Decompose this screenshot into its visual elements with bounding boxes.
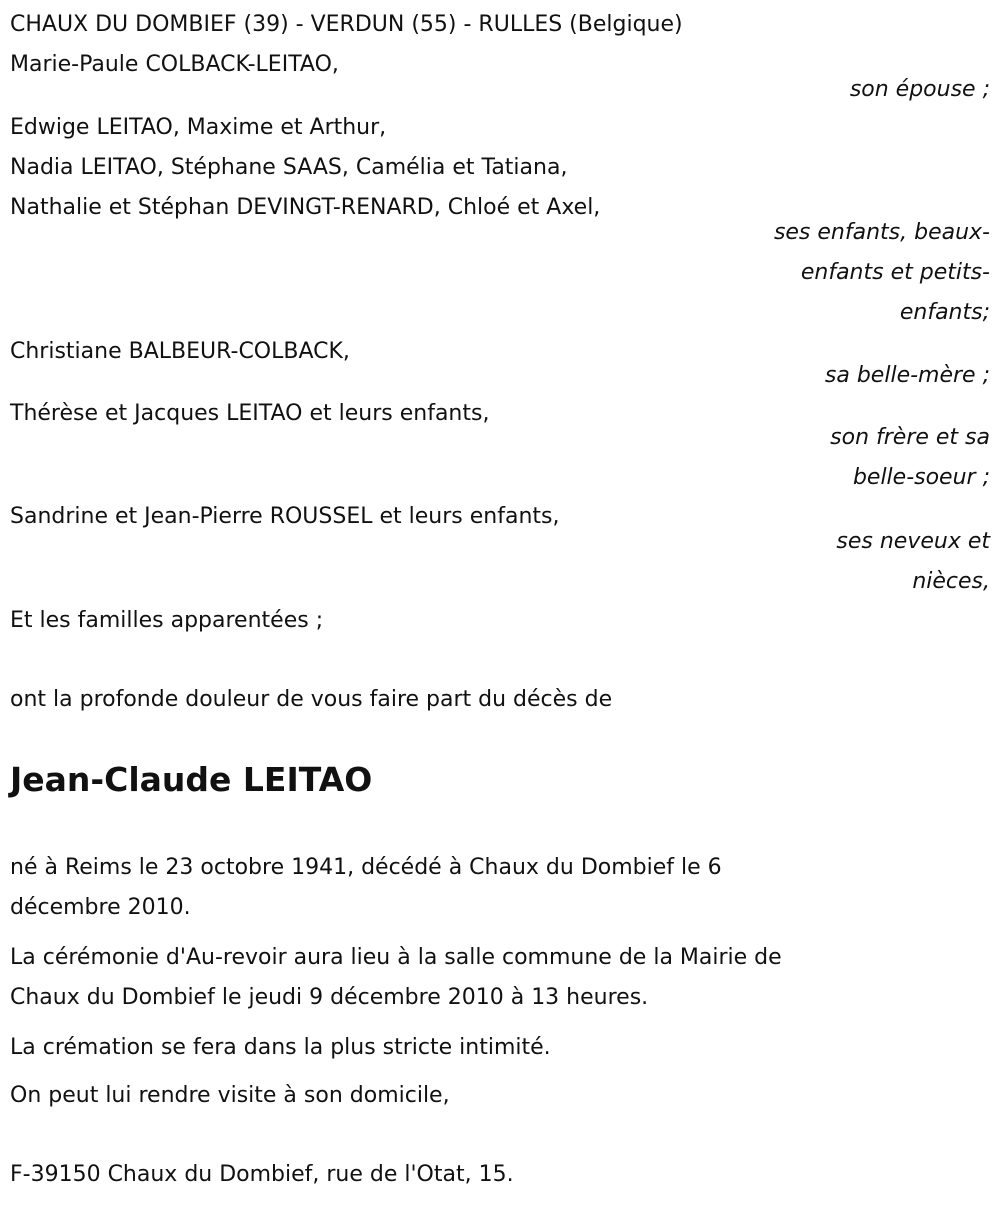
body-line: Chaux du Dombief le jeudi 9 décembre 2010 à 13 heures. (10, 985, 649, 1010)
family-relation: son frère et sa (830, 425, 990, 450)
address: F-39150 Chaux du Dombief, rue de l'Otat, 15. (10, 1162, 514, 1187)
families-line: Et les familles apparentées ; (10, 608, 324, 633)
header-locations: CHAUX DU DOMBIEF (39) - VERDUN (55) - RULLES (Belgique) (10, 12, 683, 37)
family-name: Nadia LEITAO, Stéphane SAAS, Camélia et Tatiana, (10, 155, 568, 180)
family-relation: enfants; (899, 300, 990, 325)
body-line: La crémation se fera dans la plus stricte intimité. (10, 1035, 551, 1060)
family-relation: ses enfants, beaux- (773, 220, 990, 245)
family-name: Sandrine et Jean-Pierre ROUSSEL et leurs enfants, (10, 504, 560, 529)
body-line: La cérémonie d'Au-revoir aura lieu à la salle commune de la Mairie de (10, 945, 782, 970)
family-name: Edwige LEITAO, Maxime et Arthur, (10, 115, 387, 140)
family-name: Nathalie et Stéphan DEVINGT-RENARD, Chloé et Axel, (10, 195, 601, 220)
announcement: ont la profonde douleur de vous faire part du décès de (10, 687, 613, 712)
deceased-name: Jean-Claude LEITAO (10, 760, 373, 799)
body-line: décembre 2010. (10, 895, 191, 920)
family-name: Marie-Paule COLBACK-LEITAO, (10, 52, 339, 77)
family-relation: ses neveux et (836, 529, 990, 554)
family-relation: belle-soeur ; (852, 465, 990, 490)
family-relation: enfants et petits- (800, 260, 990, 285)
family-name: Christiane BALBEUR-COLBACK, (10, 339, 350, 364)
body-line: On peut lui rendre visite à son domicile, (10, 1083, 450, 1108)
family-relation: son épouse ; (849, 77, 990, 102)
family-relation: nièces, (912, 569, 990, 594)
body-line: né à Reims le 23 octobre 1941, décédé à Chaux du Dombief le 6 (10, 855, 722, 880)
family-relation: sa belle-mère ; (824, 363, 990, 388)
family-name: Thérèse et Jacques LEITAO et leurs enfants, (10, 401, 490, 426)
